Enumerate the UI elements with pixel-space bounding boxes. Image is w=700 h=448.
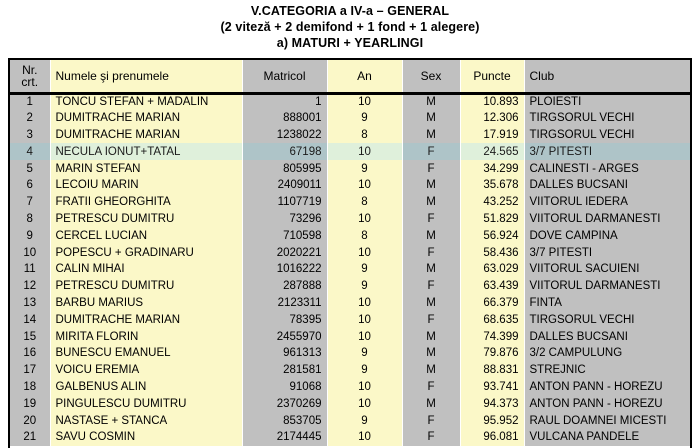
cell-sex[interactable]: F xyxy=(402,143,460,160)
cell-name[interactable]: CALIN MIHAI xyxy=(50,261,242,278)
cell-nr-crt[interactable]: 7 xyxy=(10,194,50,211)
cell-name[interactable]: BARBU MARIUS xyxy=(50,295,242,312)
cell-sex[interactable]: M xyxy=(402,295,460,312)
cell-an[interactable]: 8 xyxy=(327,194,402,211)
cell-club[interactable]: FINTA xyxy=(524,295,690,312)
table-row[interactable] xyxy=(10,177,690,194)
cell-name[interactable]: VOICU EREMIA xyxy=(50,362,242,379)
table-row[interactable] xyxy=(10,278,690,295)
cell-puncte[interactable]: 74.399 xyxy=(460,328,524,345)
cell-nr-crt[interactable]: 18 xyxy=(10,379,50,396)
cell-nr-crt[interactable]: 12 xyxy=(10,278,50,295)
cell-puncte[interactable]: 79.876 xyxy=(460,345,524,362)
table-row[interactable] xyxy=(10,412,690,429)
table-row[interactable] xyxy=(10,362,690,379)
cell-name[interactable]: DUMITRACHE MARIAN xyxy=(50,311,242,328)
table-row[interactable] xyxy=(10,379,690,396)
table-row[interactable] xyxy=(10,110,690,127)
cell-sex[interactable]: F xyxy=(402,379,460,396)
cell-puncte[interactable]: 68.635 xyxy=(460,311,524,328)
cell-puncte[interactable]: 88.831 xyxy=(460,362,524,379)
cell-matricol[interactable]: 287888 xyxy=(242,278,327,295)
table-body xyxy=(10,93,690,446)
table-row[interactable] xyxy=(10,160,690,177)
cell-nr-crt[interactable]: 11 xyxy=(10,261,50,278)
cell-club[interactable]: CALINESTI - ARGES xyxy=(524,160,690,177)
cell-name[interactable]: FRATII GHEORGHITA xyxy=(50,194,242,211)
cell-matricol[interactable]: 1107719 xyxy=(242,194,327,211)
cell-club[interactable]: TIRGSORUL VECHI xyxy=(524,311,690,328)
column-header-nr-line2: crt. xyxy=(21,74,39,89)
table-row[interactable] xyxy=(10,127,690,144)
cell-name[interactable]: MIRITA FLORIN xyxy=(50,328,242,345)
cell-name[interactable]: BUNESCU EMANUEL xyxy=(50,345,242,362)
column-header-sex[interactable]: Sex xyxy=(402,60,460,93)
cell-club[interactable]: DALLES BUCSANI xyxy=(524,177,690,194)
table-row[interactable] xyxy=(10,295,690,312)
cell-matricol[interactable]: 710598 xyxy=(242,227,327,244)
cell-sex[interactable]: M xyxy=(402,345,460,362)
cell-club[interactable]: 3/7 PITESTI xyxy=(524,143,690,160)
cell-sex[interactable]: F xyxy=(402,278,460,295)
cell-matricol[interactable]: 888001 xyxy=(242,110,327,127)
cell-puncte[interactable]: 58.436 xyxy=(460,244,524,261)
cell-an[interactable]: 10 xyxy=(327,295,402,312)
cell-an[interactable]: 8 xyxy=(327,127,402,144)
cell-sex[interactable]: M xyxy=(402,362,460,379)
cell-an[interactable]: 9 xyxy=(327,278,402,295)
table-row[interactable] xyxy=(10,211,690,228)
cell-nr-crt[interactable]: 6 xyxy=(10,177,50,194)
cell-puncte[interactable]: 12.306 xyxy=(460,110,524,127)
cell-club[interactable]: PLOIESTI xyxy=(524,93,690,110)
cell-club[interactable]: VIITORUL IEDERA xyxy=(524,194,690,211)
cell-an[interactable]: 10 xyxy=(327,93,402,110)
column-header-puncte[interactable]: Puncte xyxy=(460,60,524,93)
table-row[interactable] xyxy=(10,227,690,244)
cell-nr-crt[interactable]: 4 xyxy=(10,143,50,160)
cell-nr-crt[interactable]: 16 xyxy=(10,345,50,362)
cell-club[interactable]: DOVE CAMPINA xyxy=(524,227,690,244)
cell-an[interactable]: 9 xyxy=(327,261,402,278)
cell-an[interactable]: 10 xyxy=(327,429,402,446)
cell-puncte[interactable]: 63.439 xyxy=(460,278,524,295)
cell-puncte[interactable]: 51.829 xyxy=(460,211,524,228)
table-row[interactable] xyxy=(10,311,690,328)
cell-club[interactable]: VIITORUL DARMANESTI xyxy=(524,211,690,228)
column-header-nr-line1: Nr. xyxy=(22,62,38,77)
cell-sex[interactable]: M xyxy=(402,261,460,278)
column-header-an[interactable]: An xyxy=(327,60,402,93)
cell-an[interactable]: 10 xyxy=(327,379,402,396)
cell-sex[interactable]: F xyxy=(402,211,460,228)
cell-club[interactable]: TIRGSORUL VECHI xyxy=(524,127,690,144)
cell-name[interactable]: DUMITRACHE MARIAN xyxy=(50,127,242,144)
cell-nr-crt[interactable]: 14 xyxy=(10,311,50,328)
cell-puncte[interactable]: 93.741 xyxy=(460,379,524,396)
cell-an[interactable]: 9 xyxy=(327,160,402,177)
cell-name[interactable]: PINGULESCU DUMITRU xyxy=(50,395,242,412)
column-header-club[interactable]: Club xyxy=(524,60,690,93)
table-row[interactable] xyxy=(10,395,690,412)
cell-name[interactable]: DUMITRACHE MARIAN xyxy=(50,110,242,127)
cell-matricol[interactable]: 1238022 xyxy=(242,127,327,144)
cell-puncte[interactable]: 34.299 xyxy=(460,160,524,177)
cell-club[interactable]: 3/2 CAMPULUNG xyxy=(524,345,690,362)
header-row xyxy=(10,60,690,93)
cell-matricol[interactable]: 2370269 xyxy=(242,395,327,412)
table-row[interactable] xyxy=(10,261,690,278)
cell-sex[interactable]: M xyxy=(402,177,460,194)
table-row[interactable] xyxy=(10,143,690,160)
cell-matricol[interactable]: 281581 xyxy=(242,362,327,379)
cell-matricol[interactable]: 1016222 xyxy=(242,261,327,278)
cell-name[interactable]: PETRESCU DUMITRU xyxy=(50,278,242,295)
cell-name[interactable]: TONCU STEFAN + MADALIN xyxy=(50,93,242,110)
cell-matricol[interactable]: 2020221 xyxy=(242,244,327,261)
cell-club[interactable]: ANTON PANN - HOREZU xyxy=(524,395,690,412)
cell-sex[interactable]: F xyxy=(402,429,460,446)
cell-puncte[interactable]: 94.373 xyxy=(460,395,524,412)
cell-an[interactable]: 10 xyxy=(327,211,402,228)
cell-name[interactable]: NASTASE + STANCA xyxy=(50,412,242,429)
cell-puncte[interactable]: 66.379 xyxy=(460,295,524,312)
cell-club[interactable]: VULCANA PANDELE xyxy=(524,429,690,446)
cell-nr-crt[interactable]: 10 xyxy=(10,244,50,261)
cell-club[interactable]: TIRGSORUL VECHI xyxy=(524,110,690,127)
cell-nr-crt[interactable]: 20 xyxy=(10,412,50,429)
cell-matricol[interactable]: 2455970 xyxy=(242,328,327,345)
title-line-2: (2 viteză + 2 demifond + 1 fond + 1 alegere) xyxy=(220,20,480,34)
cell-matricol[interactable]: 67198 xyxy=(242,143,327,160)
cell-puncte[interactable]: 63.029 xyxy=(460,261,524,278)
results-table xyxy=(10,60,691,446)
cell-sex[interactable]: M xyxy=(402,227,460,244)
cell-club[interactable]: RAUL DOAMNEI MICESTI xyxy=(524,412,690,429)
cell-nr-crt[interactable]: 3 xyxy=(10,127,50,144)
cell-club[interactable]: ANTON PANN - HOREZU xyxy=(524,379,690,396)
cell-an[interactable]: 9 xyxy=(327,412,402,429)
cell-matricol[interactable]: 2174445 xyxy=(242,429,327,446)
cell-matricol[interactable]: 1 xyxy=(242,93,327,110)
cell-nr-crt[interactable]: 9 xyxy=(10,227,50,244)
table-row[interactable] xyxy=(10,244,690,261)
results-table-container xyxy=(8,58,692,448)
cell-sex[interactable]: M xyxy=(402,110,460,127)
table-header xyxy=(10,60,690,93)
cell-club[interactable]: 3/7 PITESTI xyxy=(524,244,690,261)
table-row[interactable] xyxy=(10,328,690,345)
cell-nr-crt[interactable]: 13 xyxy=(10,295,50,312)
cell-an[interactable]: 9 xyxy=(327,110,402,127)
cell-sex[interactable]: M xyxy=(402,328,460,345)
report-title xyxy=(0,0,700,51)
column-header-matricol[interactable]: Matricol xyxy=(242,60,327,93)
column-header-nr-crt[interactable] xyxy=(10,60,50,93)
cell-name[interactable]: NECULA IONUT+TATAL xyxy=(50,143,242,160)
cell-puncte[interactable]: 10.893 xyxy=(460,93,524,110)
cell-puncte[interactable]: 96.081 xyxy=(460,429,524,446)
cell-an[interactable]: 8 xyxy=(327,227,402,244)
cell-club[interactable]: VIITORUL SACUIENI xyxy=(524,261,690,278)
cell-puncte[interactable]: 24.565 xyxy=(460,143,524,160)
cell-an[interactable]: 10 xyxy=(327,311,402,328)
cell-nr-crt[interactable]: 15 xyxy=(10,328,50,345)
cell-an[interactable]: 10 xyxy=(327,143,402,160)
cell-an[interactable]: 10 xyxy=(327,328,402,345)
cell-nr-crt[interactable]: 17 xyxy=(10,362,50,379)
cell-puncte[interactable]: 35.678 xyxy=(460,177,524,194)
cell-name[interactable]: SAVU COSMIN xyxy=(50,429,242,446)
cell-name[interactable]: MARIN STEFAN xyxy=(50,160,242,177)
cell-name[interactable]: PETRESCU DUMITRU xyxy=(50,211,242,228)
cell-nr-crt[interactable]: 2 xyxy=(10,110,50,127)
cell-club[interactable]: VIITORUL DARMANESTI xyxy=(524,278,690,295)
cell-name[interactable]: POPESCU + GRADINARU xyxy=(50,244,242,261)
title-line-3: a) MATURI + YEARLINGI xyxy=(276,36,424,50)
cell-nr-crt[interactable]: 19 xyxy=(10,395,50,412)
cell-matricol[interactable]: 853705 xyxy=(242,412,327,429)
cell-sex[interactable]: F xyxy=(402,160,460,177)
cell-matricol[interactable]: 961313 xyxy=(242,345,327,362)
cell-an[interactable]: 10 xyxy=(327,244,402,261)
cell-nr-crt[interactable]: 8 xyxy=(10,211,50,228)
cell-matricol[interactable]: 2409011 xyxy=(242,177,327,194)
cell-an[interactable]: 9 xyxy=(327,362,402,379)
table-row[interactable] xyxy=(10,345,690,362)
title-line-1: V.CATEGORIA a IV-a – GENERAL xyxy=(250,4,450,18)
cell-nr-crt[interactable]: 1 xyxy=(10,93,50,110)
cell-nr-crt[interactable]: 21 xyxy=(10,429,50,446)
cell-sex[interactable]: M xyxy=(402,395,460,412)
cell-an[interactable]: 10 xyxy=(327,395,402,412)
cell-matricol[interactable]: 78395 xyxy=(242,311,327,328)
cell-an[interactable]: 10 xyxy=(327,177,402,194)
cell-sex[interactable]: F xyxy=(402,412,460,429)
cell-club[interactable]: DALLES BUCSANI xyxy=(524,328,690,345)
cell-name[interactable]: CERCEL LUCIAN xyxy=(50,227,242,244)
cell-matricol[interactable]: 2123311 xyxy=(242,295,327,312)
table-row[interactable] xyxy=(10,93,690,110)
cell-sex[interactable]: F xyxy=(402,311,460,328)
cell-sex[interactable]: F xyxy=(402,244,460,261)
cell-sex[interactable]: M xyxy=(402,194,460,211)
cell-name[interactable]: GALBENUS ALIN xyxy=(50,379,242,396)
cell-matricol[interactable]: 91068 xyxy=(242,379,327,396)
cell-sex[interactable]: M xyxy=(402,93,460,110)
cell-matricol[interactable]: 73296 xyxy=(242,211,327,228)
cell-puncte[interactable]: 17.919 xyxy=(460,127,524,144)
cell-puncte[interactable]: 95.952 xyxy=(460,412,524,429)
cell-an[interactable]: 9 xyxy=(327,345,402,362)
cell-nr-crt[interactable]: 5 xyxy=(10,160,50,177)
cell-name[interactable]: LECOIU MARIN xyxy=(50,177,242,194)
cell-puncte[interactable]: 43.252 xyxy=(460,194,524,211)
cell-sex[interactable]: M xyxy=(402,127,460,144)
table-row[interactable] xyxy=(10,194,690,211)
cell-club[interactable]: STREJNIC xyxy=(524,362,690,379)
table-row[interactable] xyxy=(10,429,690,446)
column-header-name[interactable]: Numele şi prenumele xyxy=(50,60,242,93)
cell-puncte[interactable]: 56.924 xyxy=(460,227,524,244)
cell-matricol[interactable]: 805995 xyxy=(242,160,327,177)
